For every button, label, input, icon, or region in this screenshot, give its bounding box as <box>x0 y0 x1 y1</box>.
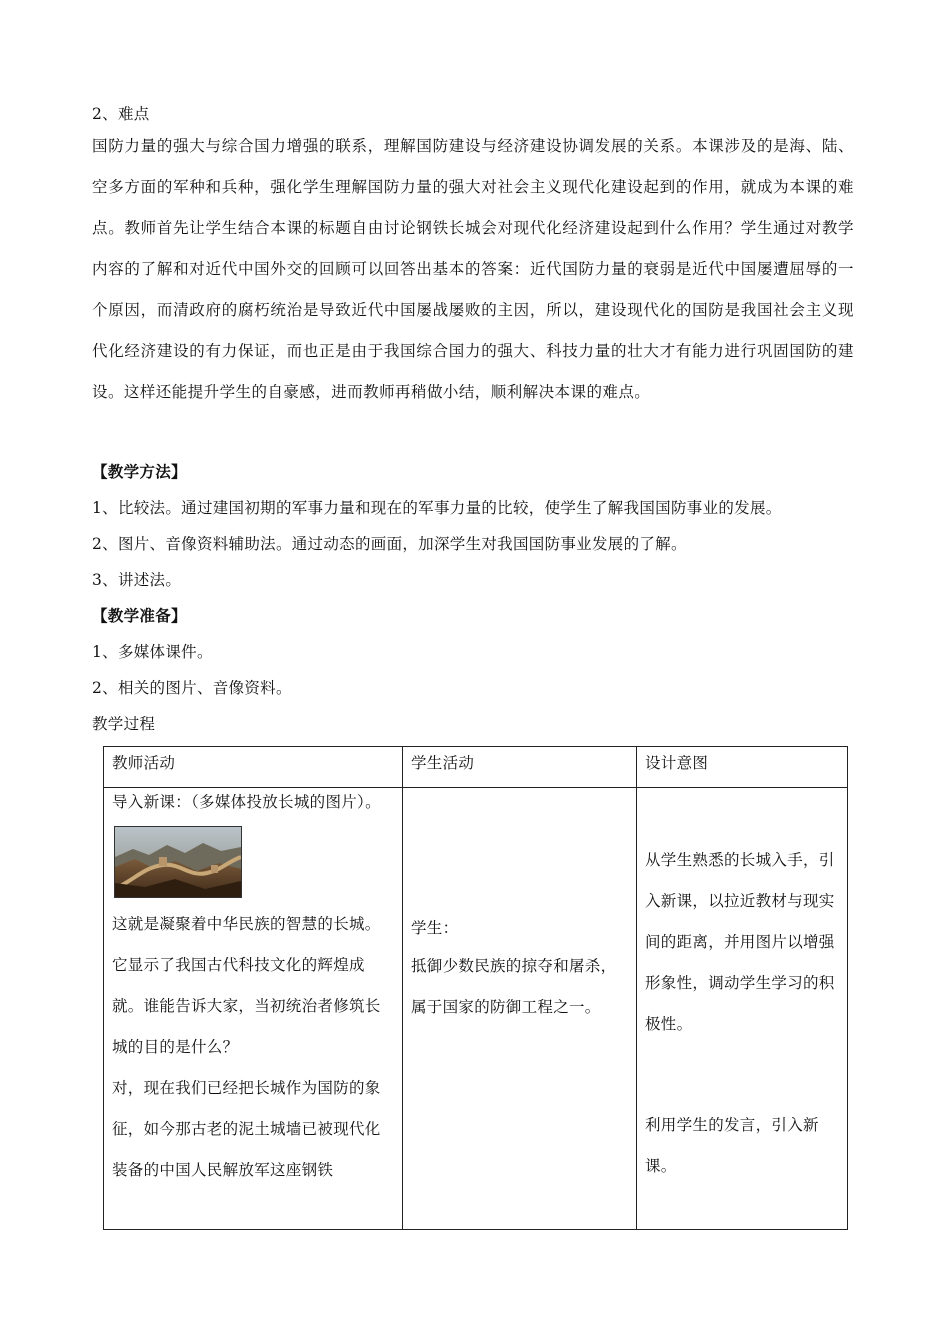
preparation-item-1: 1、多媒体课件。 <box>92 643 213 661</box>
column-header-student: 学生活动 <box>403 747 637 788</box>
process-heading: 教学过程 <box>92 715 156 733</box>
methods-heading: 【教学方法】 <box>92 463 187 481</box>
great-wall-photo <box>114 826 242 898</box>
student-activity-cell <box>403 788 637 1230</box>
method-item-3: 3、讲述法。 <box>92 571 182 589</box>
preparation-heading: 【教学准备】 <box>92 607 187 625</box>
method-item-1: 1、比较法。通过建国初期的军事力量和现在的军事力量的比较，使学生了解我国国防事业的发展。 <box>92 499 782 517</box>
teacher-activity-cell <box>104 788 403 1230</box>
method-item-2: 2、图片、音像资料辅助法。通过动态的画面，加深学生对我国国防事业发展的了解。 <box>92 535 687 553</box>
design-intent-cell <box>637 788 848 1230</box>
difficulty-heading: 2、难点 <box>92 105 150 123</box>
teacher-paragraph-1: 这就是凝聚着中华民族的智慧的长城。它显示了我国古代科技文化的辉煌成就。谁能告诉大家，当初统治者修筑长城的目的是什么？ <box>112 915 381 1056</box>
teacher-paragraph-2: 对，现在我们已经把长城作为国防的象征，如今那古老的泥土城墙已被现代化装备的中国人民解放军这座钢铁 <box>112 1079 381 1179</box>
preparation-item-2: 2、相关的图片、音像资料。 <box>92 679 292 697</box>
table-row <box>104 788 848 1230</box>
table-header-row <box>104 747 848 788</box>
teaching-process-table <box>103 746 848 1230</box>
teacher-intro: 导入新课：（多媒体投放长城的图片）。 <box>112 793 381 811</box>
column-header-teacher: 教师活动 <box>104 747 403 788</box>
student-answer: 抵御少数民族的掠夺和屠杀，属于国家的防御工程之一。 <box>411 957 617 1016</box>
design-intent-1: 从学生熟悉的长城入手，引入新课，以拉近教材与现实间的距离，并用图片以增强形象性，调动学生学习的积极性。 <box>645 851 835 1033</box>
column-header-design: 设计意图 <box>637 747 848 788</box>
difficulty-paragraph: 国防力量的强大与综合国力增强的联系，理解国防建设与经济建设协调发展的关系。本课涉及的是海、陆、空多方面的军种和兵种，强化学生理解国防力量的强大对社会主义现代化建设起到的作用，就成为本课的难点。教师首先让学生结合本课的标题自由讨论钢铁长城会对现代化经济建设起到什么作用？学生通过对教学内容的了解和对近代中国外交的回顾可以回答出基本的答案：近代国防力量的衰弱是近代中国屡遭屈辱的一个原因，而清政府的腐朽统治是导致近代中国屡战屡败的主因，所以，建设现代化的国防是我国社会主义现代化经济建设的有力保证，而也正是由于我国综合国力的强大、科技力量的壮大才有能力进行巩固国防的建设。这样还能提升学生的自豪感，进而教师再稍做小结，顺利解决本课的难点。 <box>92 137 854 401</box>
student-label: 学生： <box>411 919 459 937</box>
design-intent-2: 利用学生的发言，引入新课。 <box>645 1116 819 1175</box>
